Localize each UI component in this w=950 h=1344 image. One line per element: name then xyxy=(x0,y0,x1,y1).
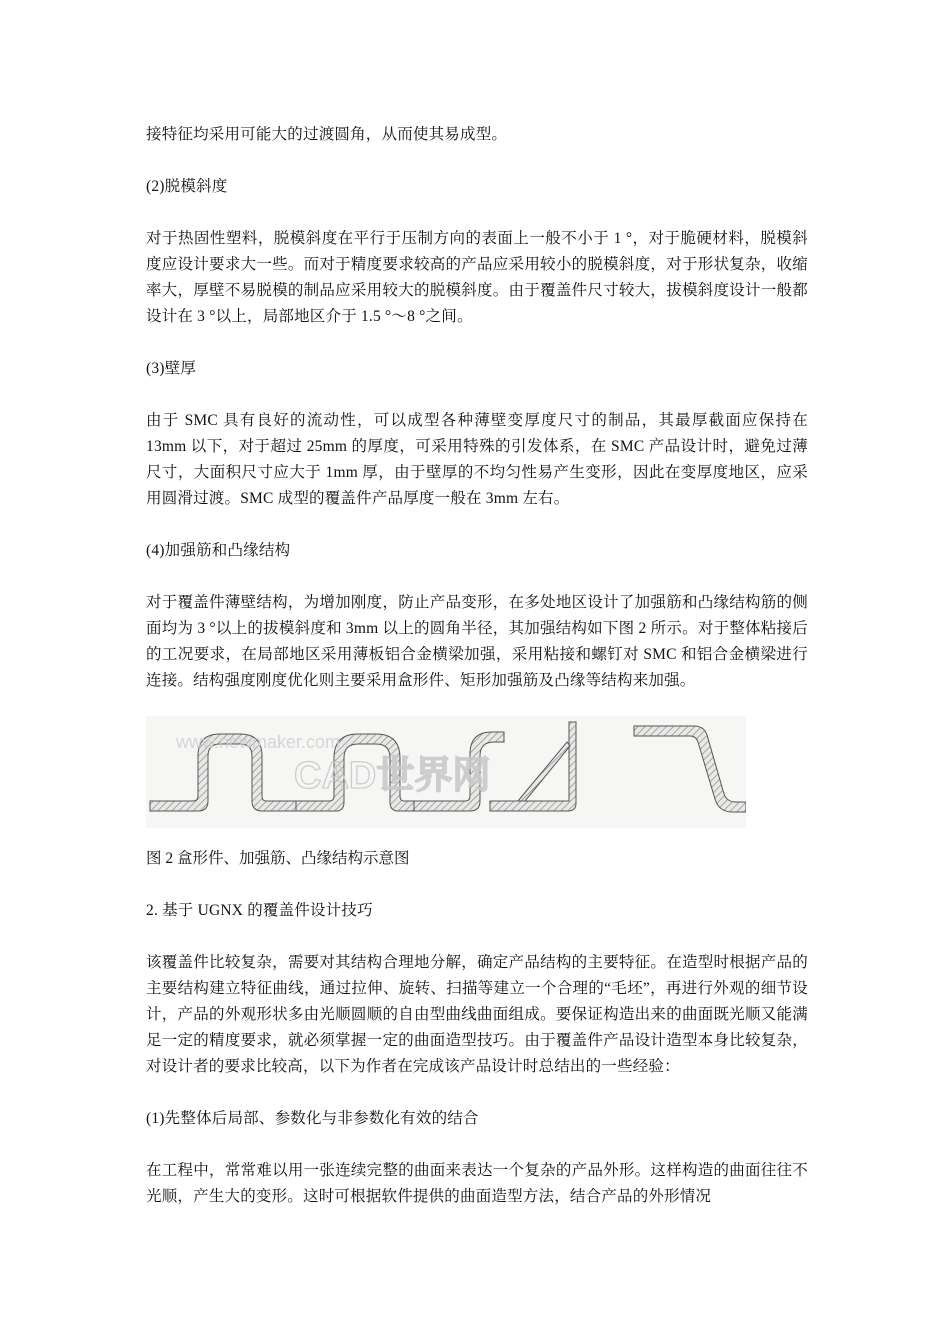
figure-structure-diagram xyxy=(146,716,746,828)
figure-caption: 图 2 盒形件、加强筋、凸缘结构示意图 xyxy=(146,850,410,867)
document-body-bottom xyxy=(146,898,808,1210)
paragraph-wall-thickness: 由于 SMC 具有良好的流动性，可以成型各种薄壁变厚度尺寸的制品，其最厚截面应保持在 13mm 以下，对于超过 25mm 的厚度，可采用特殊的引发体系，在 SMC 产品设计时，避免过薄尺寸，大面积尺寸应大于 1mm 厚，由于壁厚的不均匀性易产生变形，因此在变厚度地区，应采用圆滑过渡。SMC 成型的覆盖件产品厚度一般在 3mm 左右。 xyxy=(146,412,808,507)
heading-draft-angle: (2)脱模斜度 xyxy=(146,178,228,195)
heading-global-local: (1)先整体后局部、参数化与非参数化有效的结合 xyxy=(146,1110,479,1127)
watermark-url: www.newmaker.com xyxy=(176,732,341,752)
structure-cross-sections xyxy=(146,716,746,828)
paragraph-draft-angle: 对于热固性塑料，脱模斜度在平行于压制方向的表面上一般不小于 1 °，对于脆硬材料，脱模斜度应设计要求大一些。而对于精度要求较高的产品应采用较小的脱模斜度，对于形状复杂，收缩率大，厚壁不易脱模的制品应采用较大的脱模斜度。由于覆盖件尺寸较大，拔模斜度设计一般都设计在 3 °以上，局部地区介于 1.5 °～8 °之间。 xyxy=(146,230,808,325)
paragraph-ribs-flanges: 对于覆盖件薄壁结构，为增加刚度，防止产品变形，在多处地区设计了加强筋和凸缘结构筋的侧面均为 3 °以上的拔模斜度和 3mm 以上的圆角半径，其加强结构如下图 2 所示。对于整体粘接后的工况要求，在局部地区采用薄板铝合金横梁加强，采用粘接和螺钉对 SMC 和铝合金横梁进行连接。结构强度刚度优化则主要采用盒形件、矩形加强筋及凸缘等结构来加强。 xyxy=(146,594,808,689)
gusset-rib-shape xyxy=(518,742,570,801)
paragraph-global-local: 在工程中，常常难以用一张连续完整的曲面来表达一个复杂的产品外形。这样构造的曲面往往不光顺，产生大的变形。这时可根据软件提供的曲面造型方法，结合产品的外形情况 xyxy=(146,1162,808,1205)
document-body-top xyxy=(146,122,808,694)
flange-edge-shape xyxy=(634,726,746,812)
paragraph-fillet: 接特征均采用可能大的过渡圆角，从而使其易成型。 xyxy=(146,126,508,143)
heading-wall-thickness: (3)壁厚 xyxy=(146,360,197,377)
heading-ribs-flanges: (4)加强筋和凸缘结构 xyxy=(146,542,291,559)
watermark-logo: CAD世界网 xyxy=(294,755,491,797)
paragraph-ugnx-intro: 该覆盖件比较复杂，需要对其结构合理地分解，确定产品结构的主要特征。在造型时根据产品的主要结构建立特征曲线，通过拉伸、旋转、扫描等建立一个合理的“毛坯”，再进行外观的细节设计，产品的外观形状多由光顺圆顺的自由型曲线曲面组成。要保证构造出来的曲面既光顺又能满足一定的精度要求，就必须掌握一定的曲面造型技巧。由于覆盖件产品设计造型本身比较复杂，对设计者的要求比较高，以下为作者在完成该产品设计时总结出的一些经验： xyxy=(146,954,808,1075)
section-heading-ugnx: 2. 基于 UGNX 的覆盖件设计技巧 xyxy=(146,902,373,919)
